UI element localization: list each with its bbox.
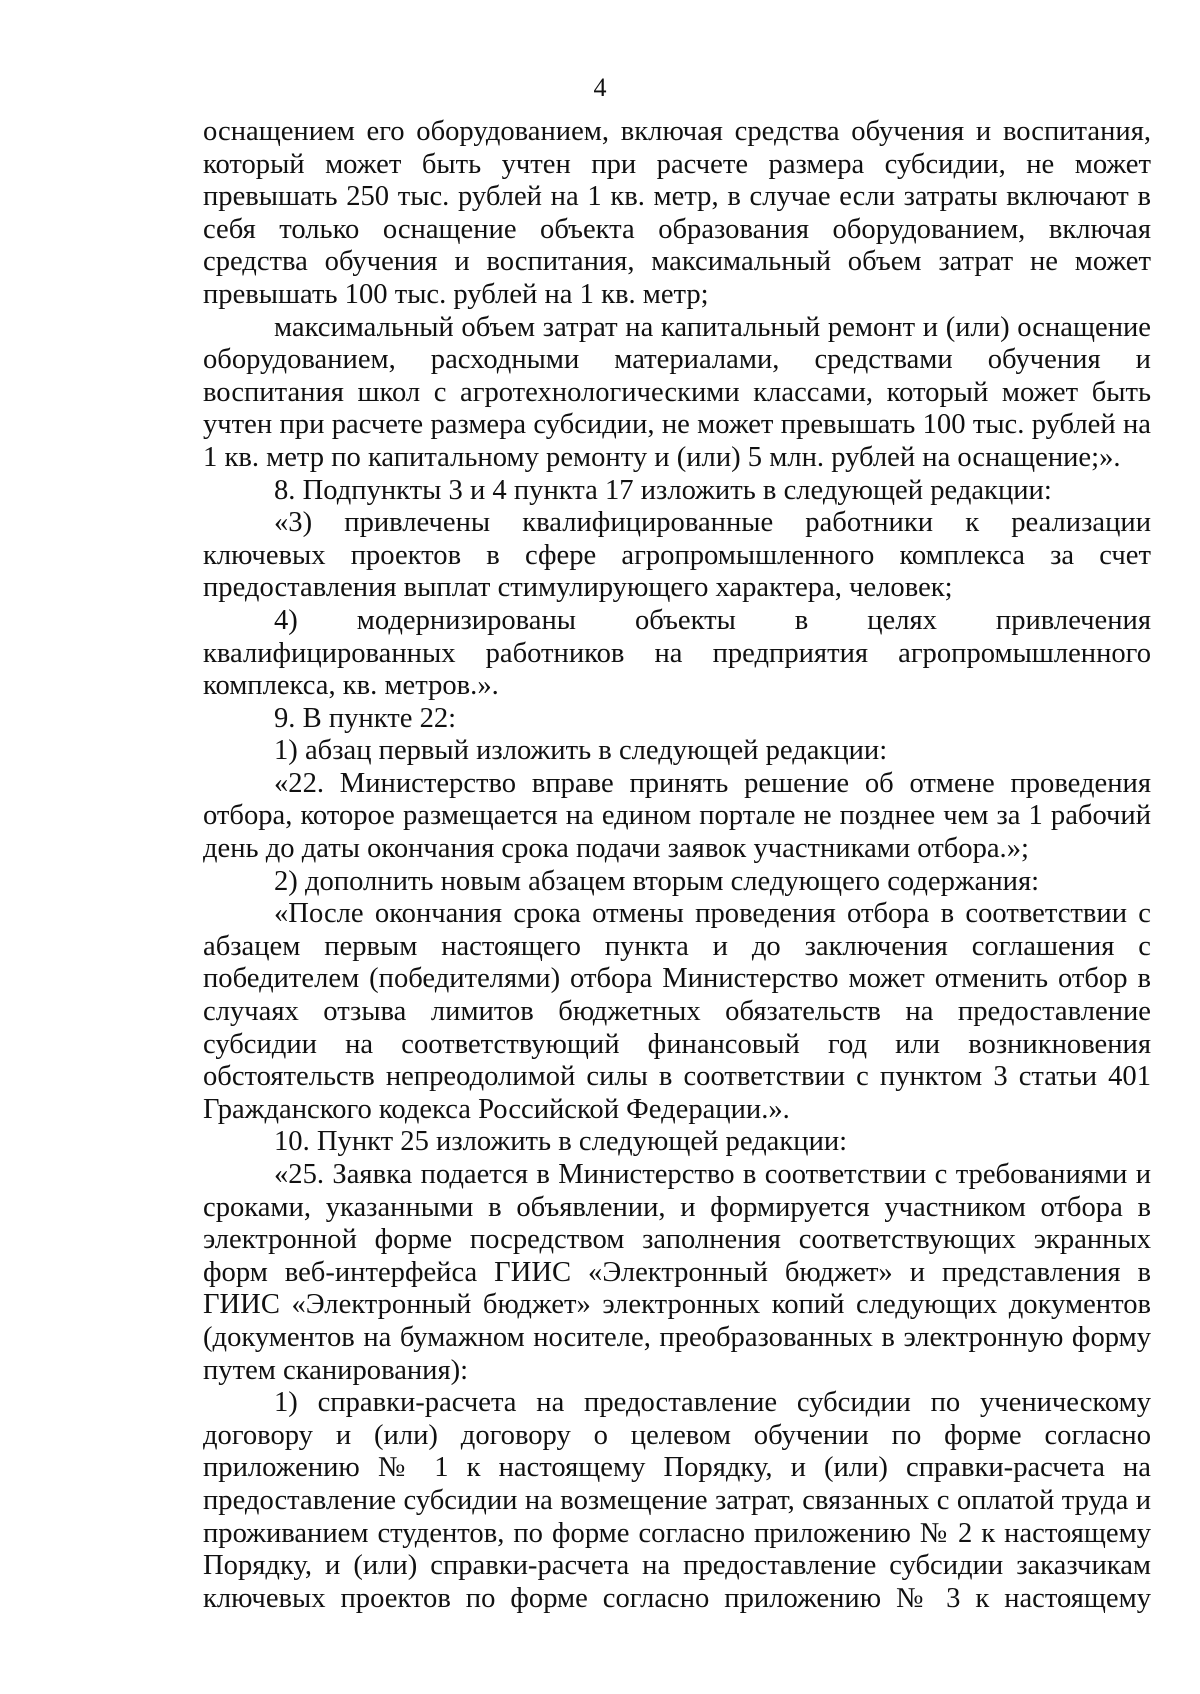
paragraph-point-25-text: «25. Заявка подается в Министерство в соответствии с требованиями и сроками, указанными в объявлении, и формируется участником отбора в электронной форме посредством заполнения соответствующих экранных форм веб-интерфейса ГИИС «Электронный бюджет» и представления в ГИИС «Электронный бюджет» электронных копий следующих документов (документов на бумажном носителе, преобразованных в электронную форму путем сканирования):: [203, 1159, 1151, 1386]
paragraph-item-9-subitem-1: 1) абзац первый изложить в следующей редакции:: [274, 735, 888, 767]
paragraph-item-10-heading: 10. Пункт 25 изложить в следующей редакции:: [274, 1126, 848, 1158]
paragraph-item-8-heading: 8. Подпункты 3 и 4 пункта 17 изложить в следующей редакции:: [274, 474, 1052, 506]
paragraph-selection-cancellation: «После окончания срока отмены проведения отбора в соответствии с абзацем первым настоящего пункта и до заключения соглашения с победителем (победителями) отбора Министерство может отменить отбор в случаях отзыва лимитов бюджетных обязательств на предоставление субсидии на соответствующий финансовый год или возникновения обстоятельств непреодолимой силы в соответствии с пунктом 3 статьи 401 Гражданского кодекса Российской Федерации.».: [203, 898, 1151, 1125]
page-number: 4: [593, 73, 607, 102]
document-body: [203, 116, 1151, 1615]
paragraph-point-25-subitem-1: 1) справки-расчета на предоставление субсидии по ученическому договору и (или) договору о целевом обучении по форме согласно приложению № 1 к настоящему Порядку, и (или) справки-расчета на предоставление субсидии на возмещение затрат, связанных с оплатой труда и проживанием студентов, по форме согласно приложению № 2 к настоящему Порядку, и (или) справки-расчета на предоставление субсидии заказчикам ключевых проектов по форме согласно приложению № 3 к настоящему: [203, 1387, 1151, 1614]
paragraph-equipment-cost-limit: оснащением его оборудованием, включая средства обучения и воспитания, который может быть учтен при расчете размера субсидии, не может превышать 250 тыс. рублей на 1 кв. метр, в случае если затраты включают в себя только оснащение объекта образования оборудованием, включая средства обучения и воспитания, максимальный объем затрат не может превышать 100 тыс. рублей на 1 кв. метр;: [203, 116, 1151, 310]
paragraph-item-9-heading: 9. В пункте 22:: [274, 702, 457, 734]
paragraph-point-22-text: «22. Министерство вправе принять решение об отмене проведения отбора, которое размещается на едином портале не позднее чем за 1 рабочий день до даты окончания срока подачи заявок участниками отбора.»;: [203, 767, 1151, 865]
paragraph-subitem-4: 4) модернизированы объекты в целях привлечения квалифицированных работников на предприятия агропромышленного комплекса, кв. метров.».: [203, 604, 1151, 702]
paragraph-item-9-subitem-2: 2) дополнить новым абзацем вторым следующего содержания:: [274, 865, 1040, 897]
paragraph-max-repair-cost: максимальный объем затрат на капитальный ремонт и (или) оснащение оборудованием, расходными материалами, средствами обучения и воспитания школ с агротехнологическими классами, который может быть учтен при расчете размера субсидии, не может превышать 100 тыс. рублей на 1 кв. метр по капитальному ремонту и (или) 5 млн. рублей на оснащение;».: [203, 311, 1151, 473]
paragraph-subitem-3: «3) привлечены квалифицированные работники к реализации ключевых проектов в сфере агропромышленного комплекса за счет предоставления выплат стимулирующего характера, человек;: [203, 507, 1151, 604]
